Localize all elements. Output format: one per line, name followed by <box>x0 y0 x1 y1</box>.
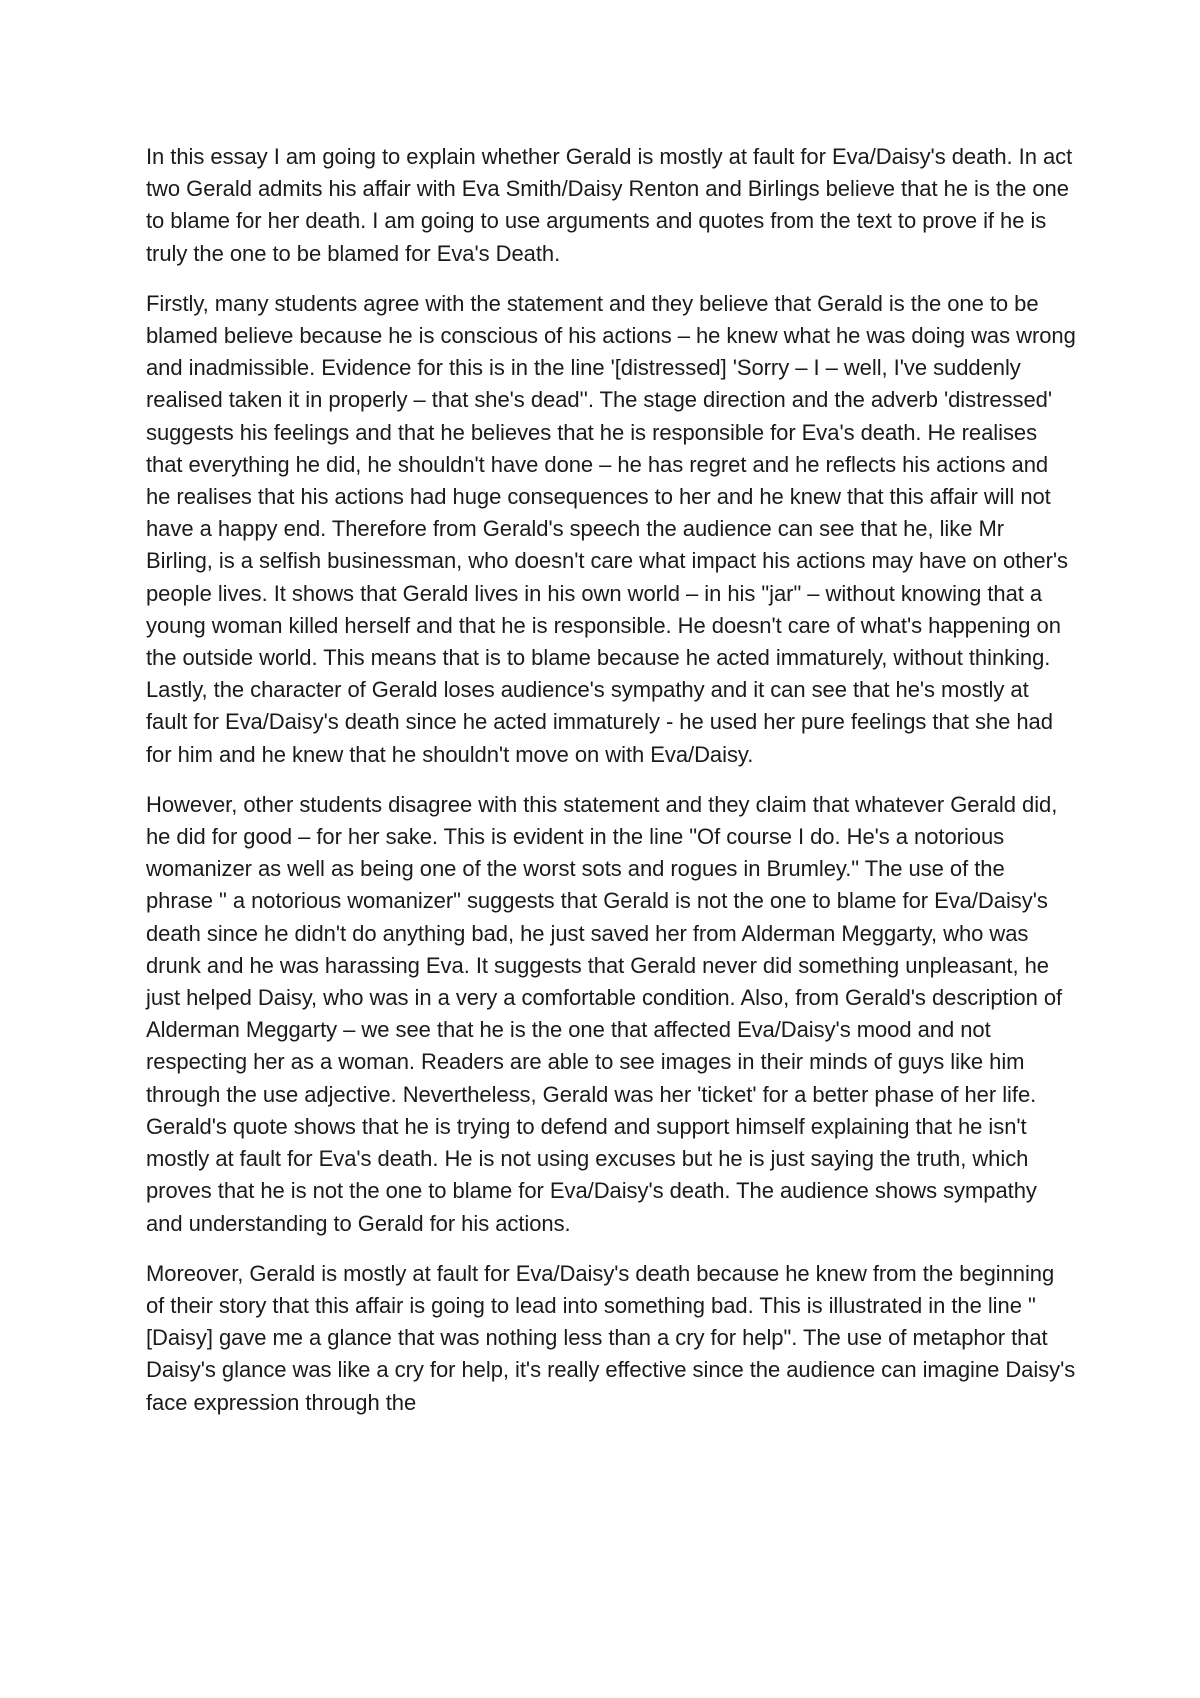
essay-body <box>146 141 1076 1419</box>
essay-paragraph-intro: In this essay I am going to explain whether Gerald is mostly at fault for Eva/Daisy's death. In act two Gerald admits his affair with Eva Smith/Daisy Renton and Birlings believe that he is the one to blame for her death. I am going to use arguments and quotes from the text to prove if he is truly the one to be blamed for Eva's Death. <box>146 144 1073 266</box>
essay-paragraph-moreover: Moreover, Gerald is mostly at fault for Eva/Daisy's death because he knew from the beginning of their story that this affair is going to lead into something bad. This is illustrated in the line "[Daisy] gave me a glance that was nothing less than a cry for help". The use of metaphor that Daisy's glance was like a cry for help, it's really effective since the audience can imagine Daisy's face expression through the <box>146 1260 1076 1415</box>
essay-paragraph-firstly: Firstly, many students agree with the statement and they believe that Gerald is the one to be blamed believe because he is conscious of his actions – he knew what he was doing was wrong and inadmissible. Evidence for this is in the line '[distressed] 'Sorry – I – well, I've suddenly realised taken it in properly – that she's dead''. The stage direction and the adverb 'distressed' suggests his feelings and that he believes that he is responsible for Eva's death. He realises that everything he did, he shouldn't have done – he has regret and he reflects his actions and he realises that his actions had huge consequences to her and he knew that this affair will not have a happy end. Therefore from Gerald's speech the audience can see that he, like Mr Birling, is a selfish businessman, who doesn't care what impact his actions may have on other's people lives. It shows that Gerald lives in his own world – in his "jar" – without knowing that a young woman killed herself and that he is responsible. He doesn't care of what's happening on the outside world. This means that is to blame because he acted immaturely, without thinking. Lastly, the character of Gerald loses audience's sympathy and it can see that he's mostly at fault for Eva/Daisy's death since he acted immaturely - he used her pure feelings that she had for him and he knew that he shouldn't move on with Eva/Daisy. <box>146 290 1076 767</box>
essay-paragraph-however: However, other students disagree with this statement and they claim that whatever Gerald did, he did for good – for her sake. This is evident in the line "Of course I do. He's a notorious womanizer as well as being one of the worst sots and rogues in Brumley." The use of the phrase " a notorious womanizer" suggests that Gerald is not the one to blame for Eva/Daisy's death since he didn't do anything bad, he just saved her from Alderman Meggarty, who was drunk and he was harassing Eva. It suggests that Gerald never did something unpleasant, he just helped Daisy, who was in a very a comfortable condition. Also, from Gerald's description of Alderman Meggarty – we see that he is the one that affected Eva/Daisy's mood and not respecting her as a woman. Readers are able to see images in their minds of guys like him through the use adjective. Nevertheless, Gerald was her 'ticket' for a better phase of her life. Gerald's quote shows that he is trying to defend and support himself explaining that he isn't mostly at fault for Eva's death. He is not using excuses but he is just saying the truth, which proves that he is not the one to blame for Eva/Daisy's death. The audience shows sympathy and understanding to Gerald for his actions. <box>146 791 1063 1236</box>
